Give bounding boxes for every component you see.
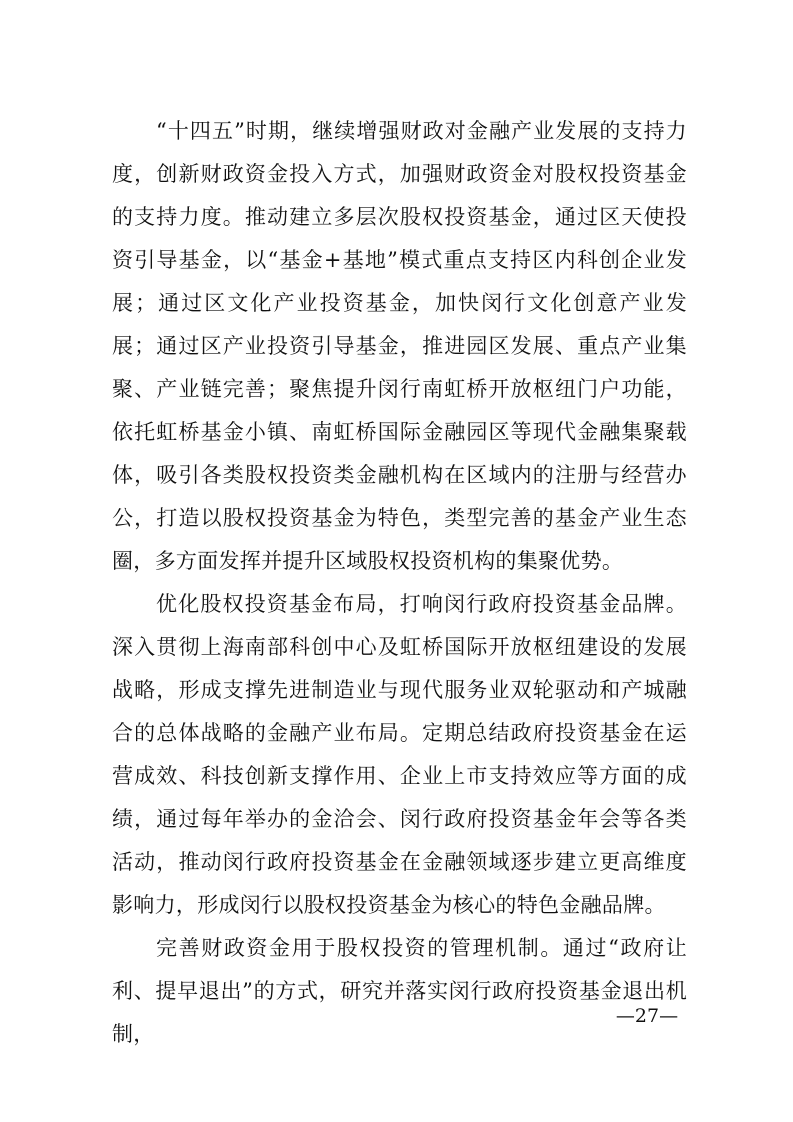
paragraph-2: 优化股权投资基金布局，打响闵行政府投资基金品牌。深入贯彻上海南部科创中心及虹桥国际开放枢纽建设的发展战略，形成支撑先进制造业与现代服务业双轮驱动和产城融合的总体战略的金融产业布局。定期总结政府投资基金在运营成效、科技创新支撑作用、企业上市支持效应等方面的成绩，通过每年举办的金洽会、闵行政府投资基金年会等各类活动，推动闵行政府投资基金在金融领域逐步建立更高维度影响力，形成闵行以股权投资基金为核心的特色金融品牌。: [112, 592, 687, 917]
paragraph-3: 完善财政资金用于股权投资的管理机制。通过“政府让利、提早退出”的方式，研究并落实闵行政府投资基金退出机制，: [112, 936, 687, 1046]
page-number: —27—: [615, 1005, 679, 1027]
body-text: [112, 110, 687, 1056]
paragraph-1: “十四五”时期，继续增强财政对金融产业发展的支持力度，创新财政资金投入方式，加强财政资金对股权投资基金的支持力度。推动建立多层次股权投资基金，通过区天使投资引导基金，以“基金+基地”模式重点支持区内科创企业发展；通过区文化产业投资基金，加快闵行文化创意产业发展；通过区产业投资引导基金，推进园区发展、重点产业集聚、产业链完善；聚焦提升闵行南虹桥开放枢纽门户功能，依托虹桥基金小镇、南虹桥国际金融园区等现代金融集聚载体，吸引各类股权投资类金融机构在区域内的注册与经营办公，打造以股权投资基金为特色，类型完善的基金产业生态圈，多方面发挥并提升区域股权投资机构的集聚优势。: [112, 119, 687, 573]
